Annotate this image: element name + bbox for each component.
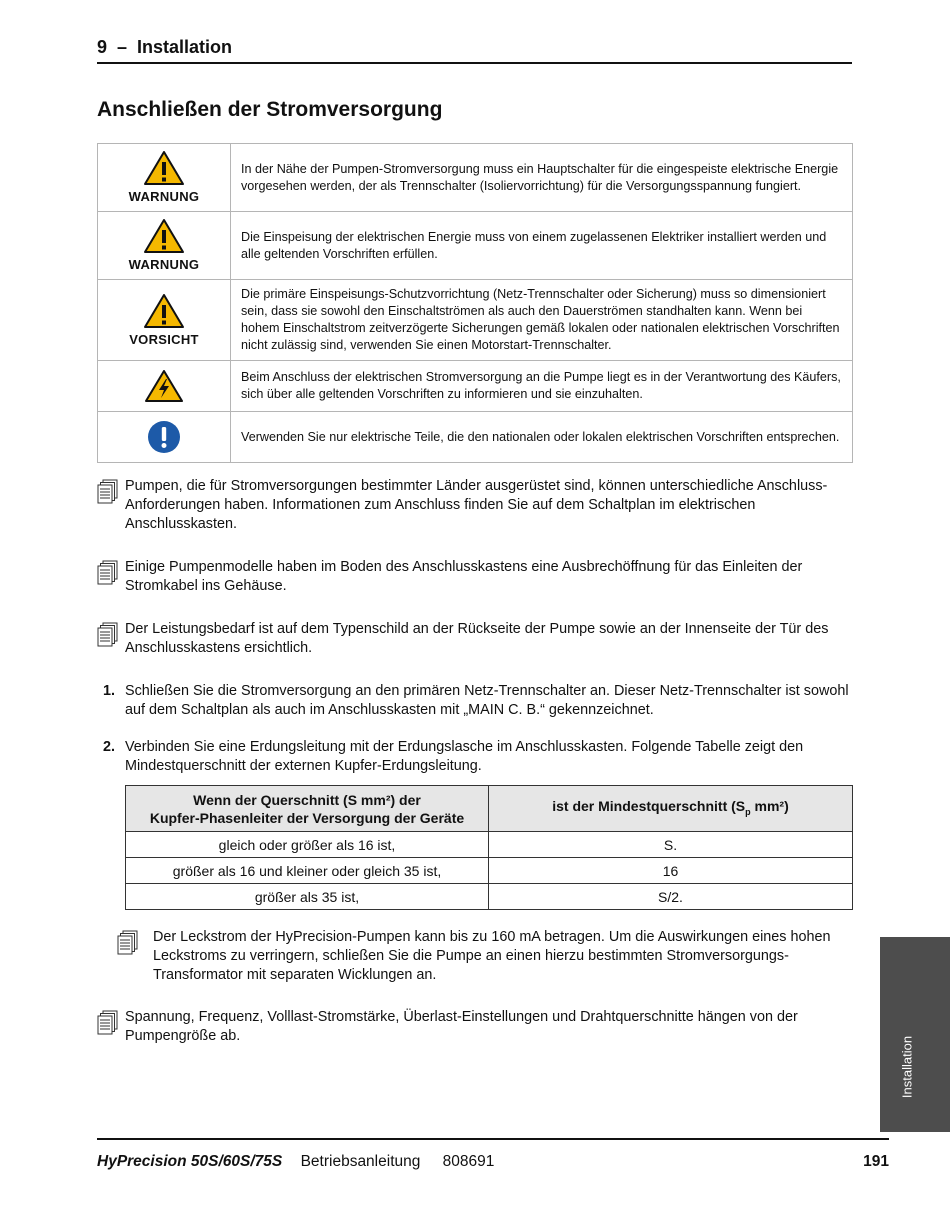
note	[97, 558, 853, 596]
table-row	[126, 832, 853, 858]
safety-notice-row	[98, 412, 853, 463]
side-tab-label: Installation	[899, 1035, 915, 1099]
step-item	[97, 682, 853, 720]
signal-word-warning: WARNUNG	[128, 189, 200, 204]
footer-product-name: HyPrecision 50S/60S/75S	[97, 1153, 283, 1170]
signal-word-warning: WARNUNG	[128, 257, 200, 272]
mandatory-exclamation-icon	[98, 420, 230, 454]
table-row	[126, 858, 853, 884]
safety-notice-text: In der Nähe der Pumpen-Stromversorgung muss ein Hauptschalter für die eingespeiste elektrische Energie vorgesehen werden, der als Trennschalter (Isoliervorrichtung) für die Versorgungsspannung fungiert.	[231, 144, 853, 212]
grounding-condition-cell: gleich oder größer als 16 ist,	[126, 832, 489, 858]
header-text: mm²)	[750, 797, 789, 814]
header-line: Kupfer-Phasenleiter der Versorgung der Geräte	[149, 809, 465, 826]
warning-triangle-icon	[98, 293, 230, 329]
safety-notice-text: Beim Anschluss der elektrischen Stromversorgung an die Pumpe liegt es in der Verantwortung des Käufers, sich über alle geltenden Vorschriften zu informieren und sie einzuhalten.	[231, 361, 853, 412]
warning-triangle-icon	[98, 150, 230, 186]
note-text: Pumpen, die für Stromversorgungen bestimmter Länder ausgerüstet sind, können unterschiedliche Anschluss-Anforderungen haben. Informationen zum Anschluss finden Sie auf dem Schaltplan im elektrischen Anschlusskasten.	[125, 478, 828, 532]
note-text: Spannung, Frequenz, Volllast-Stromstärke, Überlast-Einstellungen und Drahtquerschnitte hängen von der Pumpengröße ab.	[125, 1009, 798, 1044]
header-subscript: p	[745, 806, 751, 817]
note	[97, 1008, 853, 1046]
signal-word-caution: VORSICHT	[129, 331, 199, 347]
footer-document-type: Betriebsanleitung	[300, 1153, 421, 1170]
safety-notices-table	[97, 143, 853, 463]
page-footer	[97, 1151, 889, 1175]
safety-icon-cell	[98, 361, 231, 412]
note-text: Einige Pumpenmodelle haben im Boden des Anschlusskastens eine Ausbrechöffnung für das Einleiten der Stromkabel ins Gehäuse.	[125, 559, 803, 594]
note-pages-icon	[97, 560, 119, 592]
safety-notice-text: Die Einspeisung der elektrischen Energie muss von einem zugelassenen Elektriker installiert werden und alle geltenden Vorschriften erfüllen.	[231, 212, 853, 280]
note-text: Der Leckstrom der HyPrecision-Pumpen kann bis zu 160 mA betragen. Um die Auswirkungen eines hohen Leckstroms zu verringern, schließen Sie die Pumpe an einen hierzu bestimmten Stromversorgungs-Transformator mit separaten Wicklungen an.	[153, 929, 831, 983]
note-pages-icon	[117, 930, 139, 962]
note	[97, 477, 853, 534]
warning-triangle-icon	[98, 218, 230, 254]
safety-notice-row	[98, 212, 853, 280]
safety-notice-row	[98, 361, 853, 412]
safety-notice-row	[98, 280, 853, 361]
step-number: 2.	[103, 739, 116, 755]
step-number: 1.	[103, 683, 116, 699]
grounding-value-cell: S/2.	[489, 884, 853, 910]
step-text: Schließen Sie die Stromversorgung an den primären Netz-Trennschalter an. Dieser Netz-Trennschalter ist sowohl auf dem Schaltplan als auch im Anschlusskasten mit „MAIN C. B.“ gekennzeichnet.	[125, 683, 849, 718]
section-title: Anschließen der Stromversorgung	[97, 98, 443, 121]
footer-document-number: 808691	[442, 1153, 495, 1170]
grounding-table-header	[126, 786, 853, 832]
header-line: Wenn der Querschnitt (S mm²) der	[193, 791, 421, 808]
table-row	[126, 884, 853, 910]
safety-notice-row	[98, 144, 853, 212]
chapter-side-tab	[880, 937, 950, 1132]
step-item	[97, 738, 853, 776]
safety-notice-text: Die primäre Einspeisungs-Schutzvorrichtung (Netz-Trennschalter oder Sicherung) muss so dimensioniert sein, dass sie sowohl den Einschaltströmen als auch den Dauerströmen standhalten kann. Wenn bei hohem Einschaltstrom zeitverzögerte Sicherungen gemäß lokalen oder nationalen elektrischen Vorschriften nicht zulässig sind, verwenden Sie einen Motorstart-Trennschalter.	[231, 280, 853, 361]
electrical-hazard-icon	[98, 369, 230, 403]
safety-icon-cell	[98, 412, 231, 463]
note-pages-icon	[97, 622, 119, 654]
step-text: Verbinden Sie eine Erdungsleitung mit der Erdungslasche im Anschlusskasten. Folgende Tabelle zeigt den Mindestquerschnitt der externen Kupfer-Erdungsleitung.	[125, 739, 804, 774]
grounding-header-minimum	[489, 786, 853, 832]
grounding-value-cell: 16	[489, 858, 853, 884]
safety-icon-cell	[98, 280, 231, 361]
note	[125, 928, 853, 985]
note-pages-icon	[97, 479, 119, 511]
chapter-header	[97, 36, 852, 64]
chapter-title: 9 – Installation	[97, 37, 233, 57]
grounding-table	[125, 785, 853, 910]
grounding-header-condition	[126, 786, 489, 832]
grounding-condition-cell: größer als 16 und kleiner oder gleich 35 ist,	[126, 858, 489, 884]
footer-divider	[97, 1138, 889, 1140]
page-number: 191	[863, 1153, 889, 1170]
grounding-value-cell: S.	[489, 832, 853, 858]
safety-icon-cell	[98, 144, 231, 212]
safety-icon-cell	[98, 212, 231, 280]
safety-notice-text: Verwenden Sie nur elektrische Teile, die den nationalen oder lokalen elektrischen Vorschriften entsprechen.	[231, 412, 853, 463]
header-text: ist der Mindestquerschnitt (S	[552, 797, 746, 814]
note	[97, 620, 853, 658]
note-text: Der Leistungsbedarf ist auf dem Typenschild an der Rückseite der Pumpe sowie an der Innenseite der Tür des Anschlusskastens ersichtlich.	[125, 621, 829, 656]
grounding-condition-cell: größer als 35 ist,	[126, 884, 489, 910]
note-pages-icon	[97, 1010, 119, 1042]
